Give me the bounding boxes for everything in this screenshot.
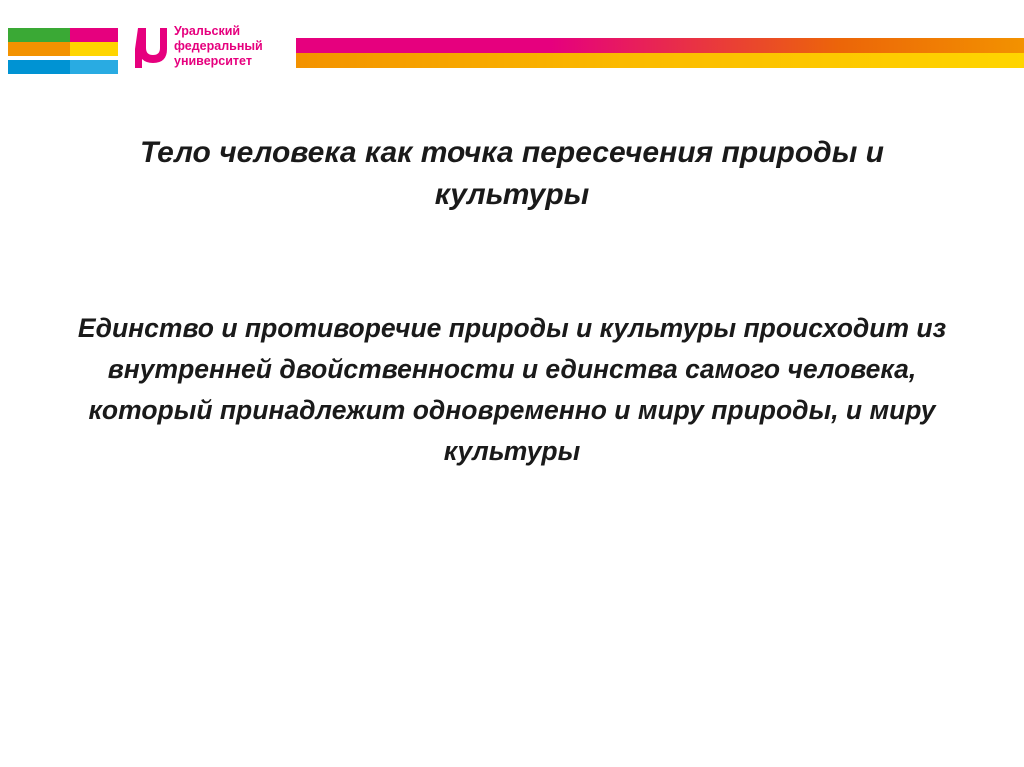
decor-bar-orange (8, 42, 70, 56)
decor-bar-yellow (70, 42, 118, 56)
decor-bar-green (8, 28, 70, 42)
decor-bar-gradient-pink (296, 38, 1024, 53)
logo-line-3: университет (174, 54, 252, 68)
university-logo-text (174, 24, 263, 69)
decor-bar-cyan (70, 60, 118, 74)
decor-bar-gradient-yellow (296, 53, 1024, 68)
ural-federal-university-u-mark-icon (134, 26, 168, 70)
logo-line-1: Уральский (174, 24, 241, 38)
decor-bar-blue (8, 60, 70, 74)
logo-line-2: федеральный (174, 39, 263, 53)
slide-header-banner (0, 0, 1024, 96)
decor-bar-pink (70, 28, 118, 42)
slide-body-text: Единство и противоречие природы и культуры происходит из внутренней двойственности и единства самого человека, который принадлежит одновременно и миру природы, и миру культуры (77, 313, 947, 466)
slide-title: Тело человека как точка пересечения природы и культуры (139, 136, 884, 211)
university-logo (134, 22, 290, 78)
